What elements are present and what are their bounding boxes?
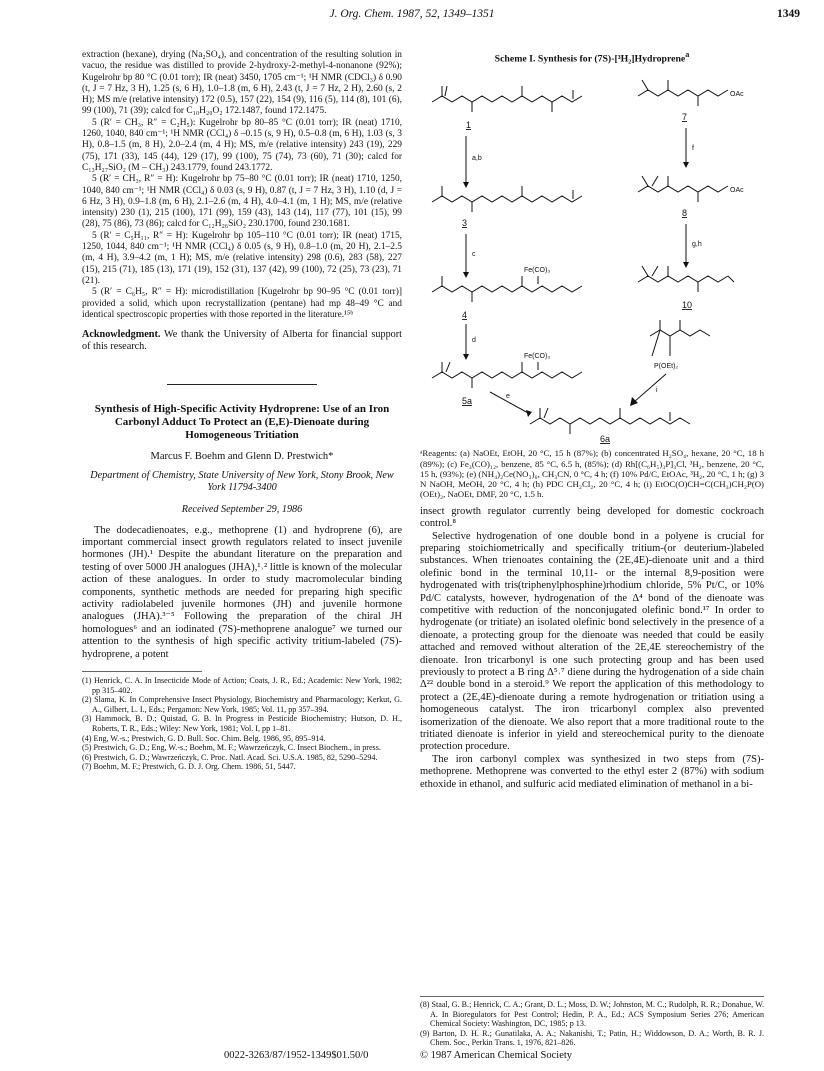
- compound-label-6a: 6a: [600, 434, 611, 445]
- acknowledgment-text: We thank the University of Alberta for financial support of this research.: [82, 329, 402, 353]
- iron-carbonyl-label: Fe(CO)₃: [524, 267, 551, 275]
- article-authors: Marcus F. Boehm and Glenn D. Prestwich*: [150, 450, 334, 462]
- compound-label-7: 7: [682, 112, 688, 123]
- compound-label-1: 1: [466, 120, 472, 131]
- footnote: (7) Boehm, M. F.; Prestwich, G. D. J. Org. Chem. 1986, 51, 5447.: [82, 762, 296, 772]
- acknowledgment-label: Acknowledgment.: [82, 329, 161, 341]
- footnote: (1) Henrick, C. A. In Insecticide Mode of Action; Coats, J. R., Ed.; Academic: New York, 1982; pp 315–402.: [82, 676, 402, 695]
- article-code: 0022-3263/87/1952-1349$01.50/0: [224, 1050, 369, 1061]
- experimental-paragraph: 5 (R′ = C₅H₁₁, R″ = H): Kugelrohr bp 105–110 °C (0.01 torr); IR (neat) 1715, 1250, 1044, 840 cm⁻¹; ¹H NMR (CCl₄) δ 0.05 (s, 9 H), 0.8–1.0 (m, 20 H), 2.1–2.5 (m, 4 H), 3.9–4.2 (m, 1 H); MS, m/e (relative intensity) 298 (0.6), 283 (58), 227 (15), 215 (71), 185 (13), 171 (19), 152 (31), 137 (42), 99 (100), 72 (25), 73 (23), 71 (21).: [82, 230, 402, 286]
- arrowhead: [683, 262, 689, 268]
- intro-paragraph: The dodecadienoates, e.g., methoprene (1) and hydroprene (6), are important commercial insect growth regulators related to insect juvenile hormones (JH).¹ Despite the abundant literature on the preparation and testing of over 5000 JH analogues (JHA),¹˒² little is known of the molecular action of these analogues. In order to study macromolecular binding components, synthetic methods are needed for preparing high specific activity radiolabeled juvenile hormones (JH) and juvenile hormone analogues (JHA).³⁻⁵ Following the preparation of the chiral JH homologues⁶ and an iodinated (7S)-methoprene analogue⁷ we turned our attention to the synthesis of high specific activity tritium-labeled (7S)-hydroprene, a potent: [82, 524, 402, 660]
- copyright-notice: © 1987 American Chemical Society: [420, 1050, 573, 1061]
- arrowhead: [463, 182, 469, 188]
- experimental-paragraph: 5 (R′ = C₆H₅, R″ = H): microdistillation [Kugelrohr bp 90–95 °C (0.01 torr)] provided a solid, which upon recrystallization (pentane) had mp 48–49 °C and identical spectroscopic properties with those reported in the literature.¹⁵ᵇ: [82, 287, 402, 320]
- body-paragraph: insect growth regulator currently being developed for domestic cockroach control.⁸: [420, 505, 764, 530]
- step-label-f: f: [692, 145, 694, 153]
- compound-8-structure: [638, 176, 728, 202]
- step-label-c: c: [472, 251, 476, 259]
- footnote: (6) Prestwich, G. D.; Wawrzeńczyk, C. Proc. Natl. Acad. Sci. U.S.A. 1985, 82, 5290–5294.: [82, 752, 378, 762]
- scheme-title-footnote-mark: a: [685, 50, 690, 59]
- left-column: [82, 50, 402, 772]
- footnote: (3) Hammock, B. D.; Quistad, G. B. In Progress in Pesticide Biochemistry; Hutson, D. H., Roberts, T. R., Eds.; Wiley: New York, 1981; Vol. I, pp 1–81.: [82, 714, 402, 733]
- arrowhead: [463, 272, 469, 278]
- footnote: (2) Slama, K. In Comprehensive Insect Physiology, Biochemistry and Pharmacology; Kerkut, G. A., Gilbert, L. I., Eds.; Pergamon: New York, 1985; Vol. 11, pp 357–394.: [82, 695, 402, 714]
- right-body-text: [420, 506, 764, 791]
- author-affiliation: Department of Chemistry, State University of New York, Stony Brook, New York 11794-3400: [90, 469, 394, 493]
- right-column: [420, 50, 764, 791]
- footnote: (5) Prestwich, G. D.; Eng, W.-s.; Boehm, M. F.; Wawrzeńczyk, C. Insect Biochem., in press.: [82, 743, 381, 753]
- synthesis-scheme: [420, 66, 764, 446]
- compound-label-3: 3: [462, 218, 468, 229]
- footnote: (9) Barton, D. H. R.; Gunatilaka, A. A.; Nakanishi, T.; Patin, H.; Widdowson, D. A.; Worth, B. R. J. Chem. Soc., Perkin Trans. 1, 1976, 821–826.: [420, 1028, 764, 1048]
- received-date: Received September 29, 1986: [181, 503, 303, 515]
- footnote: (8) Staal, G. B.; Henrick, C. A.; Grant, D. L.; Moss, D. W.; Johnston, M. C.; Rudolph, R. R.; Donahue, W. A. In Bioregulators for Pest Control; Hedin, P. A., Ed.; ACS Symposium Series 276; American Chemical Society: Washington, DC, 1985; p 13.: [420, 1000, 764, 1029]
- compound-10-structure: [638, 266, 734, 292]
- compound-label-5a: 5a: [462, 396, 473, 407]
- step-label-e: e: [506, 393, 510, 401]
- compound-6a-structure: [530, 408, 690, 434]
- arrow-i: [634, 374, 666, 402]
- arrowhead: [683, 162, 689, 168]
- left-footnotes: [82, 676, 402, 772]
- compound-1-structure: [432, 86, 582, 112]
- arrowhead: [630, 397, 638, 406]
- body-paragraph: Selective hydrogenation of one double bond in a polyene is crucial for preparing stoichiometrically and specifically tritium-(or deuterium-)labeled substances. When trienoates containing the (2E,4E)-dienoate unit and a third olefinic bond in the terminal 10,11- or the internal 8,9-position were hydrogenated with tris(triphenylphosphine)rhodium chloride, 5% Pt/C, or 10% Pd/C catalysts, however, hydrogenation of the Δ⁴ bond of the dienoate was competitive with reduction of the nonconjugated olefinic bond.¹⁷ In order to hydrogenate (or tritiate) an isolated olefinic bond selectively in the presence of a dienoate, a protecting group for the dienoate was needed that could be easily attached and removed without alteration of the 2E,4E stereochemistry of the dienoate. Iron tricarbonyl is one such protecting group and has been used previously to protect a B ring Δ⁵˒⁷ diene during the hydrogenation of a side chain Δ²² double bond in a steroid.⁹ We report the application of this methodology to protect a (2E,4E)-dienoate during a remote hydrogenation or tritiation using a homogeneous catalyst. The iron tricarbonyl complex also prevented isomerization of the dienoate. We also report that a more traditional route to the tritiated dienoate is inferior in yield and stereochemical purity to the dienoate protection procedure.: [420, 530, 764, 753]
- acknowledgment: [82, 329, 402, 353]
- body-paragraph: The iron carbonyl complex was synthesized in two steps from (7S)-methoprene. Methoprene was converted to the ethyl ester 2 (87%) with sodium ethoxide in ethanol, and sulfuric acid mediated elimination of methanol in a bi-: [420, 753, 764, 790]
- phosphonate-reagent-structure: [650, 320, 710, 356]
- step-label-d: d: [472, 337, 476, 345]
- step-label-ab: a,b: [472, 155, 482, 163]
- section-divider: [167, 384, 317, 385]
- compound-label-10: 10: [682, 300, 693, 311]
- footnote: (4) Eng, W.-s.; Prestwich, G. D. Bull. Soc. Chim. Belg. 1986, 95, 895–914.: [82, 733, 326, 743]
- compound-label-8: 8: [682, 208, 688, 219]
- scheme-title: [420, 50, 764, 64]
- journal-citation: J. Org. Chem. 1987, 52, 1349–1351: [329, 8, 495, 20]
- compound-4-structure: [432, 276, 582, 302]
- compound-5a-structure: [432, 362, 582, 388]
- running-header: [0, 8, 824, 26]
- oac-label: OAc: [730, 91, 744, 99]
- phosphonate-label: P(OEt)₂: [654, 363, 679, 371]
- compound-3-structure: [432, 186, 582, 212]
- step-label-gh: g,h: [692, 241, 702, 249]
- article-title: Synthesis of High-Specific Activity Hydroprene: Use of an Iron Carbonyl Adduct To Protect an (E,E)-Dienoate during Homogeneous Tritiation: [94, 402, 390, 441]
- arrowhead: [526, 410, 532, 417]
- experimental-paragraph: extraction (hexane), drying (Na₂SO₄), and concentration of the resulting solution in vacuo, the residue was distilled to provide 2-hydroxy-2-methyl-4-nonanone (92%); Kugelrohr bp 80 °C (0.01 torr); IR (neat) 3450, 1705 cm⁻¹; ¹H NMR (CDCl₃) δ 0.90 (t, J = 7 Hz, 3 H), 1.25 (s, 6 H), 1.0–1.8 (m, 6 H), 2.43 (t, J = 7 Hz, 2 H), 2.60 (s, 2 H); MS m/e (relative intensity) 172 (0.5), 157 (22), 154 (9), 116 (5), 114 (8), 101 (6), 99 (100), 71 (39); calcd for C₁₀H₂₀O₂ 172.1487, found 172.1475.: [82, 50, 402, 117]
- scheme-reagents-footnote: ᵃReagents: (a) NaOEt, EtOH, 20 °C, 15 h (87%); (b) concentrated H₂SO₄, hexane, 20 °C, 18 h (89%); (c) Fe₃(CO)₁₂, benzene, 85 °C, 6.5 h, (85%); (d) Rh[(C₆H₅)₃P]₃Cl, ³H₂, benzene, 20 °C, 15 h, (93%); (e) (NH₄)₂Ce(NO₃)₆, CH₃CN, 0 °C, 4 h; (f) 10% Pd/C, EtOAc, ³H₂, 20 °C, 1 h; (g) 3 N NaOH, MeOH, 20 °C, 4 h; (h) PDC CH₂Cl₂, 20 °C, 4 h; (i) EtOC(O)CH=C(CH₃)CH₂P(O)(OEt)₂, NaOEt, DMF, 20 °C, 1.5 h.: [420, 448, 764, 500]
- arrow-e: [490, 392, 530, 414]
- compound-label-4: 4: [462, 310, 468, 321]
- oac-label: OAc: [730, 187, 744, 195]
- experimental-paragraph: 5 (R′ = CH₃, R″ = C₂H₅): Kugelrohr bp 80–85 °C (0.01 torr); IR (neat) 1710, 1260, 1040, 840 cm⁻¹; ¹H NMR (CCl₄) δ –0.15 (s, 9 H), 0.5–0.8 (m, 6 H), 1.03 (s, 3 H), 0.8–1.5 (m, 8 H), 2.0–2.4 (m, 4 H); MS, m/e (relative intensity) 243 (19), 229 (75), 171 (33), 145 (44), 129 (17), 99 (100), 75 (74), 73 (60), 71 (30); calcd for C₁₃H₂₇SiO₂ (M – CH₃) 243.1779, found 243.1772.: [82, 117, 402, 173]
- iron-carbonyl-label: Fe(CO)₃: [524, 353, 551, 361]
- experimental-paragraph: 5 (R′ = CH₃, R″ = H): Kugelrohr bp 75–80 °C (0.01 torr); IR (neat) 1710, 1250, 1040, 840 cm⁻¹; ¹H NMR (CCl₄) δ 0.03 (s, 9 H), 0.87 (t, J = 7 Hz, 3 H), 1.10 (d, J = 6 Hz, 3 H), 0.9–1.8 (m, 6 H), 2.1–2.6 (m, 4 H), 4.0–4.1 (m, 1 H); MS, m/e (relative intensity) 230 (1), 215 (100), 171 (99), 159 (43), 143 (14), 117 (77), 101 (15), 99 (28), 75 (86), 73 (86); calcd for C₁₂H₂₆SiO₂ 230.1700, found 230.1681.: [82, 174, 402, 230]
- compound-7-structure: [638, 80, 728, 106]
- step-label-i: i: [656, 387, 658, 395]
- arrowhead: [463, 354, 469, 360]
- scheme-title-text: Scheme I. Synthesis for (7S)-[³H₂]Hydroprene: [494, 53, 686, 65]
- page-number: 1349: [777, 8, 800, 20]
- right-footnotes: [420, 996, 764, 1048]
